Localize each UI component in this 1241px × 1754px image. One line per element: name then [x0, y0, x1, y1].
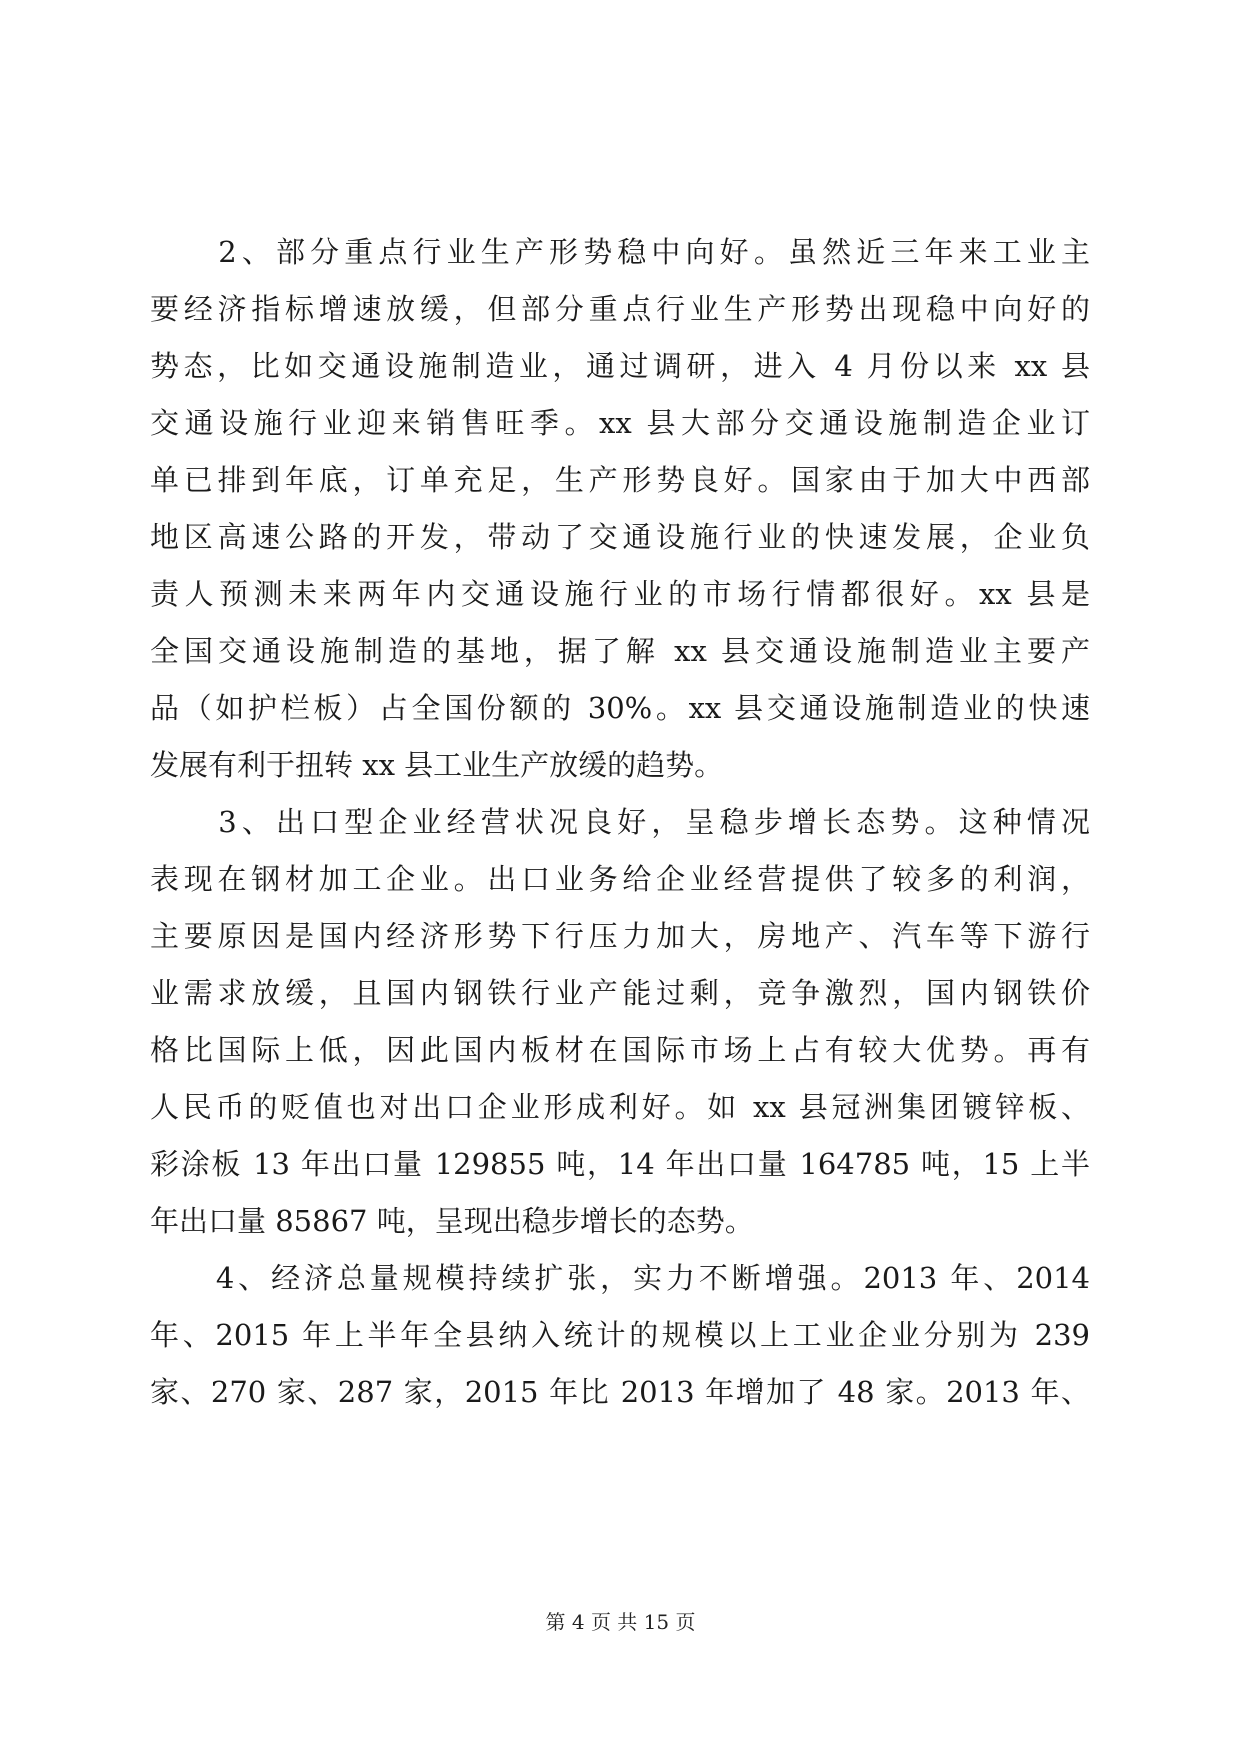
- text-line-18: 年出口量 85867 吨，呈现出稳步增长的态势。: [150, 1204, 754, 1238]
- text-line-10: 发展有利于扭转 xx 县工业生产放缓的趋势。: [150, 748, 724, 782]
- text-line-13: 主要原因是国内经济形势下行压力加大，房地产、汽车等下游行: [150, 919, 1090, 953]
- text-line-11: 3、出口型企业经营状况良好，呈稳步增长态势。这种情况: [150, 805, 1090, 839]
- text-line-14: 业需求放缓，且国内钢铁行业产能过剩，竞争激烈，国内钢铁价: [150, 976, 1090, 1010]
- text-line-1: 2、部分重点行业生产形势稳中向好。虽然近三年来工业主: [150, 235, 1090, 269]
- text-line-5: 单已排到年底，订单充足，生产形势良好。国家由于加大中西部: [150, 463, 1090, 497]
- text-line-3: 势态，比如交通设施制造业，通过调研，进入 4 月份以来 xx 县: [150, 349, 1090, 383]
- text-line-7: 责人预测未来两年内交通设施行业的市场行情都很好。xx 县是: [150, 577, 1090, 611]
- text-line-6: 地区高速公路的开发，带动了交通设施行业的快速发展，企业负: [150, 520, 1090, 554]
- text-line-8: 全国交通设施制造的基地，据了解 xx 县交通设施制造业主要产: [150, 634, 1090, 668]
- text-line-17: 彩涂板 13 年出口量 129855 吨，14 年出口量 164785 吨，15 上半: [150, 1147, 1090, 1181]
- text-line-15: 格比国际上低，因此国内板材在国际市场上占有较大优势。再有: [150, 1033, 1090, 1067]
- text-line-9: 品（如护栏板）占全国份额的 30%。xx 县交通设施制造业的快速: [150, 691, 1090, 725]
- text-line-19: 4、经济总量规模持续扩张，实力不断增强。2013 年、2014: [150, 1261, 1090, 1295]
- text-line-20: 年、2015 年上半年全县纳入统计的规模以上工业企业分别为 239: [150, 1318, 1090, 1352]
- text-line-2: 要经济指标增速放缓，但部分重点行业生产形势出现稳中向好的: [150, 292, 1090, 326]
- text-line-21: 家、270 家、287 家，2015 年比 2013 年增加了 48 家。2013 年、: [150, 1375, 1090, 1409]
- text-line-16: 人民币的贬值也对出口企业形成利好。如 xx 县冠洲集团镀锌板、: [150, 1090, 1090, 1124]
- text-line-12: 表现在钢材加工企业。出口业务给企业经营提供了较多的利润，: [150, 862, 1090, 896]
- page-number-footer: 第 4 页 共 15 页: [545, 1610, 696, 1634]
- text-line-4: 交通设施行业迎来销售旺季。xx 县大部分交通设施制造企业订: [150, 406, 1090, 440]
